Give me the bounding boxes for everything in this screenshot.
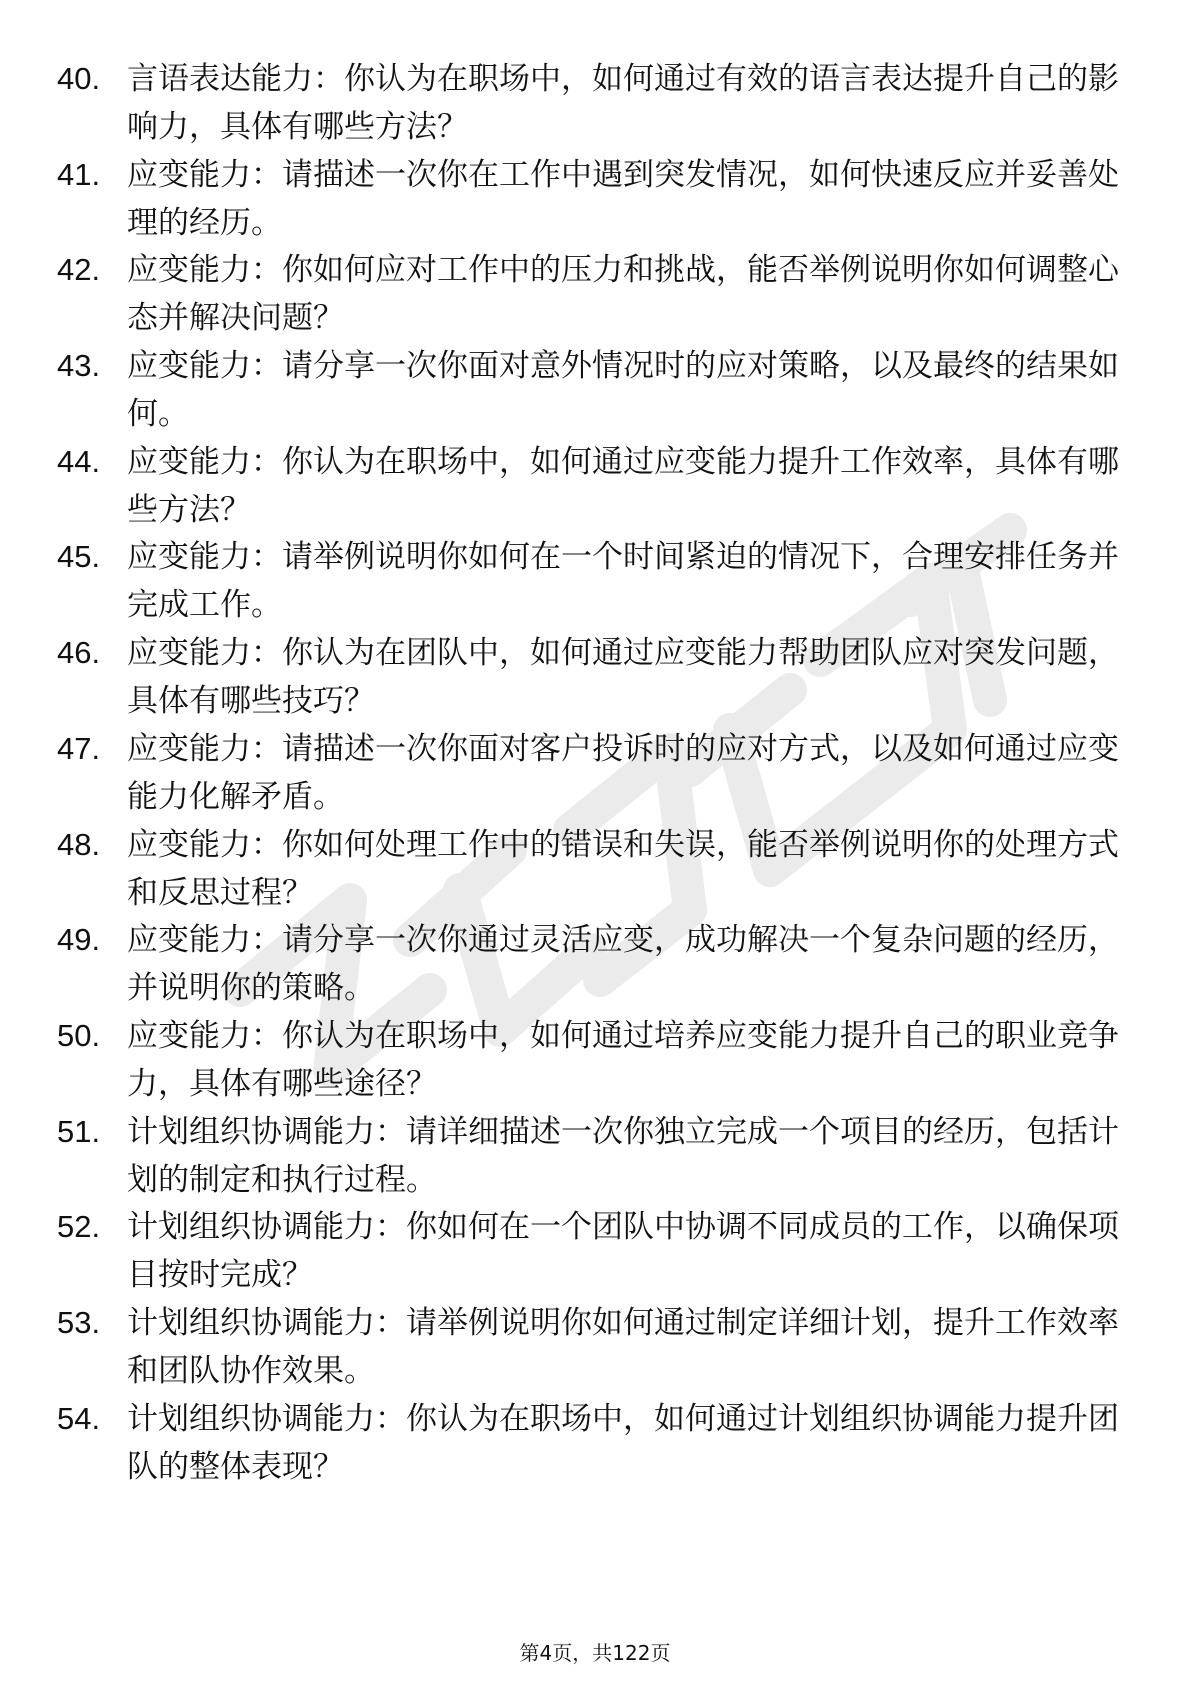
question-text: 计划组织协调能力：请详细描述一次你独立完成一个项目的经历，包括计划的制定和执行过程。 <box>127 1113 1119 1198</box>
question-list <box>57 55 1137 1490</box>
question-number: 49. <box>57 922 101 958</box>
question-number: 44. <box>57 443 101 479</box>
question-number: 51. <box>57 1113 101 1149</box>
question-item <box>57 438 1137 534</box>
question-text: 应变能力：你认为在团队中，如何通过应变能力帮助团队应对突发问题，具体有哪些技巧？ <box>127 635 1119 720</box>
question-item <box>57 342 1137 438</box>
question-item <box>57 1203 1137 1299</box>
question-number: 42. <box>57 252 101 288</box>
question-number: 47. <box>57 730 101 766</box>
question-text: 计划组织协调能力：请举例说明你如何通过制定详细计划，提升工作效率和团队协作效果。 <box>127 1304 1119 1389</box>
page-number: 第4页，共122页 <box>519 1641 671 1665</box>
question-text: 应变能力：请举例说明你如何在一个时间紧迫的情况下，合理安排任务并完成工作。 <box>127 539 1119 624</box>
question-text: 计划组织协调能力：你认为在职场中，如何通过计划组织协调能力提升团队的整体表现？ <box>127 1400 1119 1485</box>
question-text: 计划组织协调能力：你如何在一个团队中协调不同成员的工作，以确保项目按时完成？ <box>127 1209 1119 1294</box>
question-number: 40. <box>57 61 101 96</box>
question-item <box>57 55 1137 151</box>
question-number: 43. <box>57 348 101 384</box>
question-number: 41. <box>57 156 101 192</box>
question-number: 54. <box>57 1400 101 1436</box>
question-item <box>57 821 1137 917</box>
question-item <box>57 725 1137 821</box>
question-text: 应变能力：请描述一次你在工作中遇到突发情况，如何快速反应并妥善处理的经历。 <box>127 156 1119 241</box>
question-number: 52. <box>57 1209 101 1245</box>
question-item <box>57 1012 1137 1108</box>
question-item <box>57 1108 1137 1204</box>
question-number: 53. <box>57 1304 101 1340</box>
question-text: 应变能力：你如何处理工作中的错误和失误，能否举例说明你的处理方式和反思过程？ <box>127 826 1119 911</box>
question-number: 46. <box>57 635 101 671</box>
question-number: 50. <box>57 1017 101 1053</box>
question-text: 应变能力：请分享一次你通过灵活应变，成功解决一个复杂问题的经历，并说明你的策略。 <box>127 922 1119 1007</box>
question-number: 45. <box>57 539 101 575</box>
question-item <box>57 151 1137 247</box>
question-text: 应变能力：你如何应对工作中的压力和挑战，能否举例说明你如何调整心态并解决问题？ <box>127 252 1119 337</box>
question-text: 应变能力：你认为在职场中，如何通过培养应变能力提升自己的职业竞争力，具体有哪些途径？ <box>127 1017 1119 1102</box>
question-item <box>57 1299 1137 1395</box>
question-item <box>57 533 1137 629</box>
question-text: 应变能力：你认为在职场中，如何通过应变能力提升工作效率，具体有哪些方法？ <box>127 443 1119 528</box>
question-text: 应变能力：请描述一次你面对客户投诉时的应对方式，以及如何通过应变能力化解矛盾。 <box>127 730 1119 815</box>
question-text: 言语表达能力：你认为在职场中，如何通过有效的语言表达提升自己的影响力，具体有哪些方法？ <box>127 61 1119 145</box>
question-item <box>57 629 1137 725</box>
question-item <box>57 916 1137 1012</box>
question-number: 48. <box>57 826 101 862</box>
question-item <box>57 246 1137 342</box>
question-item <box>57 1395 1137 1491</box>
question-text: 应变能力：请分享一次你面对意外情况时的应对策略，以及最终的结果如何。 <box>127 348 1119 433</box>
